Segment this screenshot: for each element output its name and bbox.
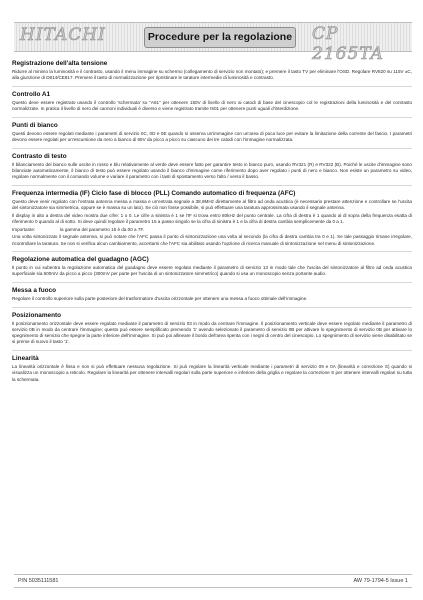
section-white-points	[12, 118, 412, 149]
section-focus	[12, 283, 412, 308]
section-heading: Controllo A1	[12, 90, 51, 98]
paragraph: Questo deve venir regolato con l'entrata antenna messa a massa e un'entrata segnale a 38,9MHz direttamente al filtro ad onda acustica (è necessario prestare attenzione e controllare se l'uscita del sintonizzatore sia simmetrica, oppure se è massa su un lato). Se ciò non fosse possibile, si può effettuare una taratura approssimata usando il segnale antenna.	[12, 198, 412, 211]
important-text: la gamma del parametro 15 è da 00 a 7F.	[60, 226, 145, 232]
section-heading: Registrazione dell'alta tensione	[12, 60, 108, 67]
paragraph: Il punto in cui subentra la regolazione automatica del guadagno deve essere regolato mediante il parametro di servizio 13 in modo tale che l'uscita del sintonizzatore al filtro ad onda acustica superficiale sia 600mV da picco a picco (300mV per parte per l'uscita di un sintonizzatore simmetrico) quando si usa un monoscopio senza portante audio.	[12, 265, 412, 277]
section-heading: Linearità	[12, 355, 39, 363]
page-footer	[14, 574, 412, 588]
section-heading: Frequenza intermedia (IF) Ciclo fase di blocco (PLL) Comando automatico di frequenza (AFC)	[12, 189, 296, 197]
section-if-pll-afc	[12, 186, 412, 252]
section-agc	[12, 252, 412, 283]
page-title: Procedure per la regolazione	[144, 27, 296, 48]
section-heading: Contrasto di testo	[12, 152, 67, 160]
paragraph: Regolare il controllo superiore sulla parte posteriore del trasformatore d'uscita orizzontale per ottenere una messa a fuoco ottimale dell'immagine.	[12, 296, 308, 302]
section-text-contrast	[12, 149, 412, 186]
paragraph: Una volta sintonizzato il segnale antenna, si può notare che l'AFC passa il punto di sintonizzazione una volta al secondo (la cifra di destra cambia tra 0 e 1). Se tale passaggio rimane irregolare, ricontrollare la taratura. Se non si verifica alcun cambiamento, accertarsi che l'AFC sia abilitato usando l'opzione di ricerca manuale di sintonizzazione nel menu di sintonizzazione.	[12, 234, 412, 246]
paragraph: Il bilanciamento del bianco sulle uscite in rosso e blu relativamente al verde deve essere fatto per garantire testo in bianco puro, usando RV321 (R) e RV322 (B). Poiché le uscite d'immagine sono bilanciate automaticamente, il bianco di testo può essere regolato usando il bianco d'immagine come riferimento dopo aver regolato i punti di nero e bianco. Non esiste un parametro su video, regolare normalmente con il comando volume e variare il parametro con i tasti di spostamento verso l'alto / verso il basso.	[12, 161, 412, 180]
section-linearity	[12, 351, 412, 387]
section-eht	[12, 56, 412, 87]
document-body	[12, 56, 412, 387]
section-a1	[12, 87, 412, 118]
section-heading: Regolazione automatica del guadagno (AGC)	[12, 256, 149, 264]
section-positioning	[12, 308, 412, 351]
paragraph: La linearità orizzontale è fissa e non si può effettuare nessuna regolazione. Si può regolare la linearità verticale mediante i parametri di servizio 09 e 0A (linearità e correzione S) quando si visualizza un monoscopio a reticolo. Regolare la linearità per ottenere intervalli regolari sulla parte superiore e inferiore della griglia e regolare la correzione S per ottenere intervalli regolari su tutta la schermata.	[12, 364, 412, 382]
brand-logo: HITACHI	[20, 25, 106, 45]
paragraph: Questi devono essere regolati mediante i parametri di servizio 0C, 0D e 0E quando si osserva un'immagine con un'area di poca luce per evitare la limitazione della corrente del fascio. I parametri devono essere regolati per un'escursione da nero a bianco di 65V da picco a picco su ciascuno dei tre catodi con l'immagine normalizzata.	[12, 130, 412, 143]
paragraph: Questo deve essere registrato usando il controllo 'schermata' su "A61" per ottenere 150V di livello di nero ai catodi di base del cinescopio col le registrazioni della luminosità e del contrasto normalizzate. In pratica il livello di nero dei cannoni individuali è diverso e viene registrato tramite I501 per ottenere punti uguali d'interdizione.	[12, 99, 412, 112]
model-number: CP 2165TA	[312, 24, 384, 64]
paragraph: Il display in alto a destra del video mostra due cifre: 1 o 0. Le cifre a sinistra è 1 se l'IF si trova entro 80kHz del punto centrale. La cifra di destra è 1 quando al di sopra della frequenza esatta di riferimento 0 quando al di sotto. Si deve quindi regolare il parametro 15 a passo singolo se la cifra di sinistra è 1 e la cifra di destra cambia semplicemente da 0 a 1.	[12, 212, 412, 224]
section-heading: Messa a fuoco	[12, 287, 57, 295]
important-label: Importante:	[12, 226, 36, 232]
paragraph: Ridurre al minimo la luminosità e il contrasto, usando il menu immagine su schermo (collegamento di servizio non montato); e premere il tasto TV per eliminare l'OSD. Regolare RV820 su 115V ±C, alla giunzione di D814/CE817. Premere il tasto di normalizzazione per ripristinare le tarature intermedie di luminosità e contrasto.	[12, 69, 412, 81]
document-issue: AW 79-1794-5 Issue 1	[353, 578, 408, 584]
paragraph: Il posizionamento orizzontale deve essere regolato mediante il parametro di servizio 03 in modo da centrare l'immagine. Il posizionamento verticale deve essere regolato mediante il parametro di servizio 0B in modo da centrare l'immagine; questo può essere semplificato premendo '1' avendo selezionato il parametro di servizio 0B per attivare lo spegnimento di servizio 0B per attivare lo spegnimento di servizio che spegne la parte inferiore dell'immagine. Si può poi allineare il bordo dell'area spenta con i segni di centro del cinescopio. Lo spegnimento di servizio viene disabilitato se si preme di nuovo il tasto '1'.	[12, 320, 412, 345]
section-heading: Punti di bianco	[12, 121, 58, 129]
important-note	[12, 227, 412, 233]
section-heading: Posizionamento	[12, 311, 62, 319]
part-number: P/N 5035111581	[18, 578, 59, 584]
